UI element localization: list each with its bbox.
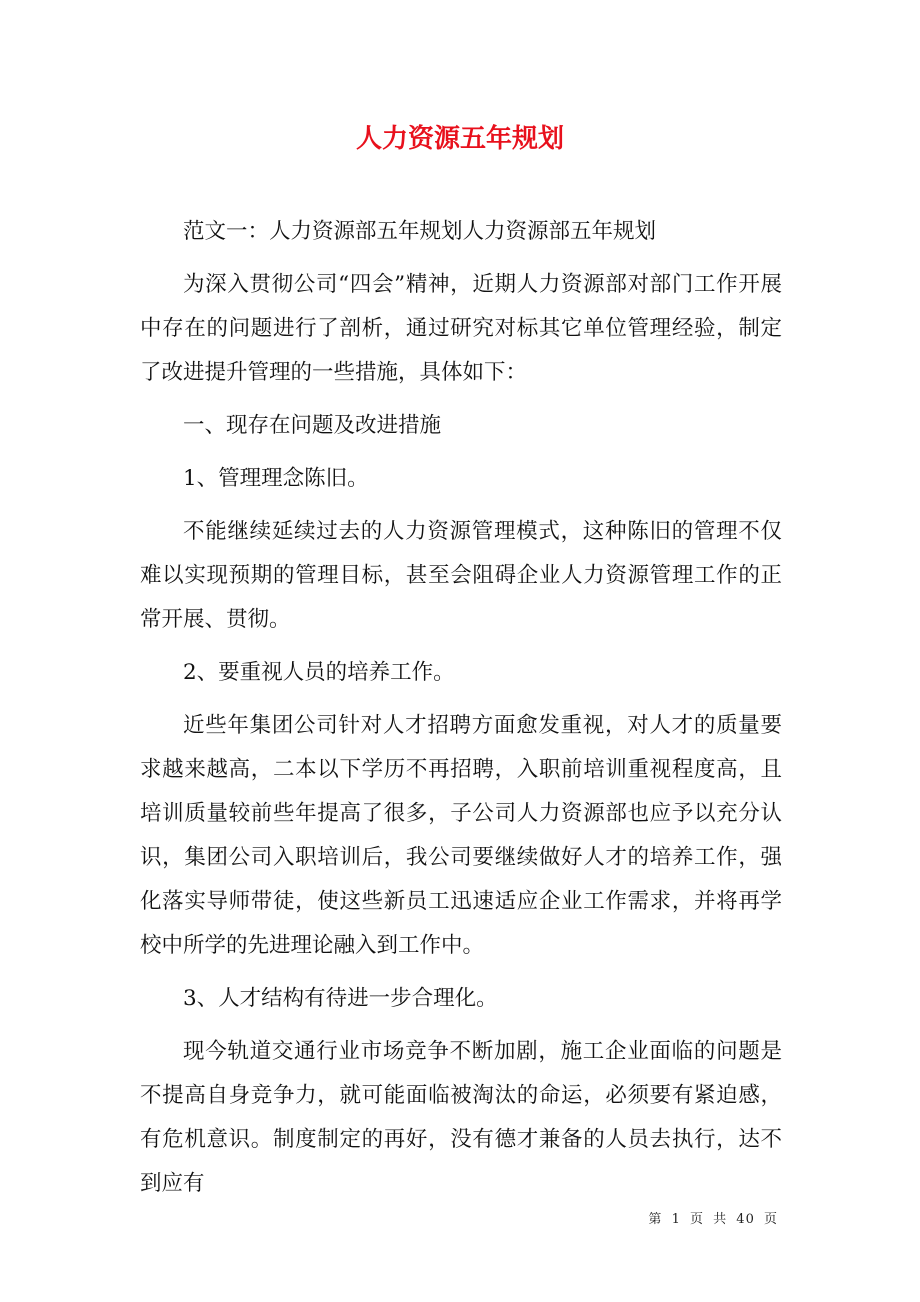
footer-current-page: 1 (671, 1212, 681, 1227)
paragraph: 为深入贯彻公司“四会”精神，近期人力资源部对部门工作开展中存在的问题进行了剖析，通过研究对标其它单位管理经验，制定了改进提升管理的一些措施，具体如下： (140, 272, 782, 385)
document-body (140, 210, 782, 1215)
footer-total-unit: 页 (763, 1212, 778, 1227)
footer-total-prefix: 共 (713, 1212, 728, 1227)
subsection-heading: 2、要重视人员的培养工作。 (183, 660, 455, 685)
footer-prefix: 第 (648, 1212, 663, 1227)
page-number-footer (646, 1208, 780, 1227)
paragraph: 近些年集团公司针对人才招聘方面愈发重视，对人才的质量要求越来越高，二本以下学历不再招聘，入职前培训重视程度高，且培训质量较前些年提高了很多，子公司人力资源部也应予以充分认识，集团公司入职培训后，我公司要继续做好人才的培养工作，强化落实导师带徒，使这些新员工迅速适应企业工作需求，并将再学校中所学的先进理论融入到工作中。 (140, 713, 782, 958)
section-heading: 一、现存在问题及改进措施 (183, 413, 442, 438)
paragraph: 范文一：人力资源部五年规划人力资源部五年规划 (183, 219, 657, 244)
paragraph: 不能继续延续过去的人力资源管理模式，这种陈旧的管理不仅难以实现预期的管理目标，甚至会阻碍企业人力资源管理工作的正常开展、贯彻。 (140, 519, 782, 632)
footer-total-pages: 40 (736, 1212, 755, 1227)
subsection-heading: 1、管理理念陈旧。 (183, 466, 369, 491)
document-title: 人力资源五年规划 (355, 124, 564, 154)
paragraph: 现今轨道交通行业市场竞争不断加剧，施工企业面临的问题是不提高自身竞争力，就可能面临被淘汰的命运，必须要有紧迫感，有危机意识。制度制定的再好，没有德才兼备的人员去执行，达不到应有 (140, 1039, 782, 1196)
footer-page-unit: 页 (689, 1212, 704, 1227)
subsection-heading: 3、人才结构有待进一步合理化。 (183, 986, 498, 1011)
